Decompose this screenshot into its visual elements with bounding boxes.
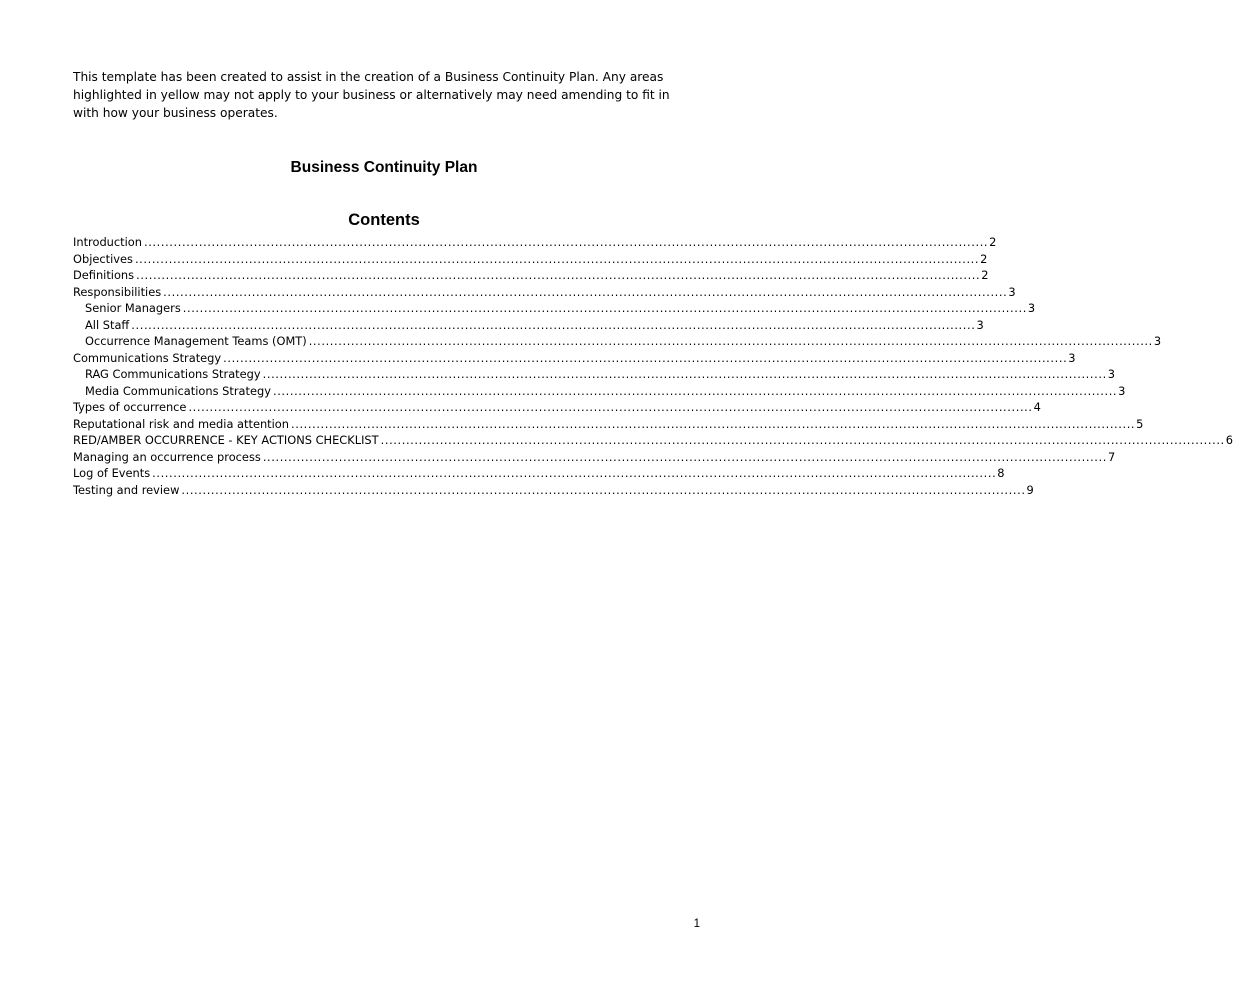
toc-entry-label: Types of occurrence	[73, 400, 187, 414]
toc-entry-page: 4	[1033, 400, 1041, 414]
toc-entry-page: 3	[1008, 284, 1016, 299]
toc-entry[interactable]	[73, 284, 1016, 302]
toc-entry-label: All Staff	[85, 317, 130, 332]
toc-entry-label: Occurrence Management Teams (OMT)	[85, 334, 307, 348]
toc-entry[interactable]	[73, 268, 989, 285]
toc-entry-label: Responsibilities	[73, 284, 162, 299]
toc-entry[interactable]	[73, 301, 1036, 318]
toc-entry-page: 3	[1027, 301, 1036, 315]
toc-dot-leader: ........................................................................................................................................................................................................	[291, 416, 1136, 431]
toc-entry-page: 3	[1107, 367, 1116, 381]
toc-entry-page: 5	[1136, 416, 1144, 431]
toc-entry-page: 8	[997, 466, 1005, 480]
toc-entry-label: Senior Managers	[85, 301, 181, 315]
toc-entry[interactable]	[73, 416, 1144, 434]
toc-dot-leader: ........................................................................................................................................................................................................	[188, 400, 1033, 414]
toc-dot-leader: ........................................................................................................................................................................................................	[182, 301, 1027, 315]
toc-entry-label: Testing and review	[73, 482, 180, 497]
toc-dot-leader: ........................................................................................................................................................................................................	[262, 367, 1107, 381]
toc-dot-leader: ........................................................................................................................................................................................................	[152, 466, 997, 480]
toc-entry-label: Media Communications Strategy	[85, 383, 271, 398]
toc-dot-leader: ........................................................................................................................................................................................................	[262, 449, 1107, 464]
contents-heading: Contents	[348, 211, 420, 229]
toc-entry-page: 2	[989, 235, 997, 249]
toc-entry-label: RAG Communications Strategy	[85, 367, 261, 381]
toc-entry[interactable]	[73, 466, 1005, 483]
table-of-contents	[73, 235, 1233, 499]
toc-entry-page: 9	[1026, 482, 1034, 497]
toc-entry[interactable]	[73, 350, 1076, 368]
toc-entry-page: 3	[1153, 334, 1162, 348]
toc-entry[interactable]	[73, 334, 1162, 351]
toc-entry[interactable]	[73, 235, 997, 252]
toc-entry-page: 3	[1068, 350, 1076, 365]
toc-dot-leader: ........................................................................................................................................................................................................	[136, 268, 981, 282]
toc-dot-leader: ........................................................................................................................................................................................................	[308, 334, 1153, 348]
toc-entry-label: Definitions	[73, 268, 135, 282]
toc-entry-page: 3	[976, 317, 984, 332]
toc-entry-page: 6	[1225, 433, 1233, 447]
toc-entry-page: 2	[980, 251, 988, 266]
toc-entry-label: Managing an occurrence process	[73, 449, 261, 464]
toc-dot-leader: ........................................................................................................................................................................................................	[181, 482, 1026, 497]
intro-paragraph: This template has been created to assist in the creation of a Business Continuity Plan. Any areas highlighted in yellow may not apply to your business or alternatively may need amending to fit in with how your business operates.	[73, 70, 670, 120]
toc-entry-label: Objectives	[73, 251, 133, 266]
toc-entry[interactable]	[73, 400, 1041, 417]
document-title: Business Continuity Plan	[290, 159, 478, 176]
toc-entry-label: RED/AMBER OCCURRENCE - KEY ACTIONS CHECKLIST	[73, 433, 379, 447]
toc-dot-leader: ........................................................................................................................................................................................................	[134, 251, 980, 266]
toc-entry[interactable]	[73, 383, 1126, 401]
toc-dot-leader: ........................................................................................................................................................................................................	[143, 235, 989, 249]
toc-entry-label: Reputational risk and media attention	[73, 416, 289, 431]
toc-entry-page: 7	[1107, 449, 1116, 464]
toc-entry[interactable]	[73, 317, 984, 335]
toc-entry-page: 2	[981, 268, 989, 282]
page-number: 1	[693, 918, 700, 930]
toc-entry[interactable]	[73, 482, 1034, 500]
toc-dot-leader: ........................................................................................................................................................................................................	[131, 317, 976, 332]
toc-entry-label: Communications Strategy	[73, 350, 222, 365]
toc-dot-leader: ........................................................................................................................................................................................................	[380, 433, 1225, 447]
toc-entry[interactable]	[73, 433, 1233, 450]
toc-dot-leader: ........................................................................................................................................................................................................	[223, 350, 1068, 365]
toc-entry-label: Introduction	[73, 235, 142, 249]
toc-entry[interactable]	[73, 449, 1116, 467]
toc-dot-leader: ........................................................................................................................................................................................................	[163, 284, 1008, 299]
toc-dot-leader: ........................................................................................................................................................................................................	[272, 383, 1118, 398]
toc-entry[interactable]	[73, 251, 988, 269]
toc-entry[interactable]	[73, 367, 1116, 384]
toc-entry-page: 3	[1118, 383, 1126, 398]
toc-entry-label: Log of Events	[73, 466, 151, 480]
